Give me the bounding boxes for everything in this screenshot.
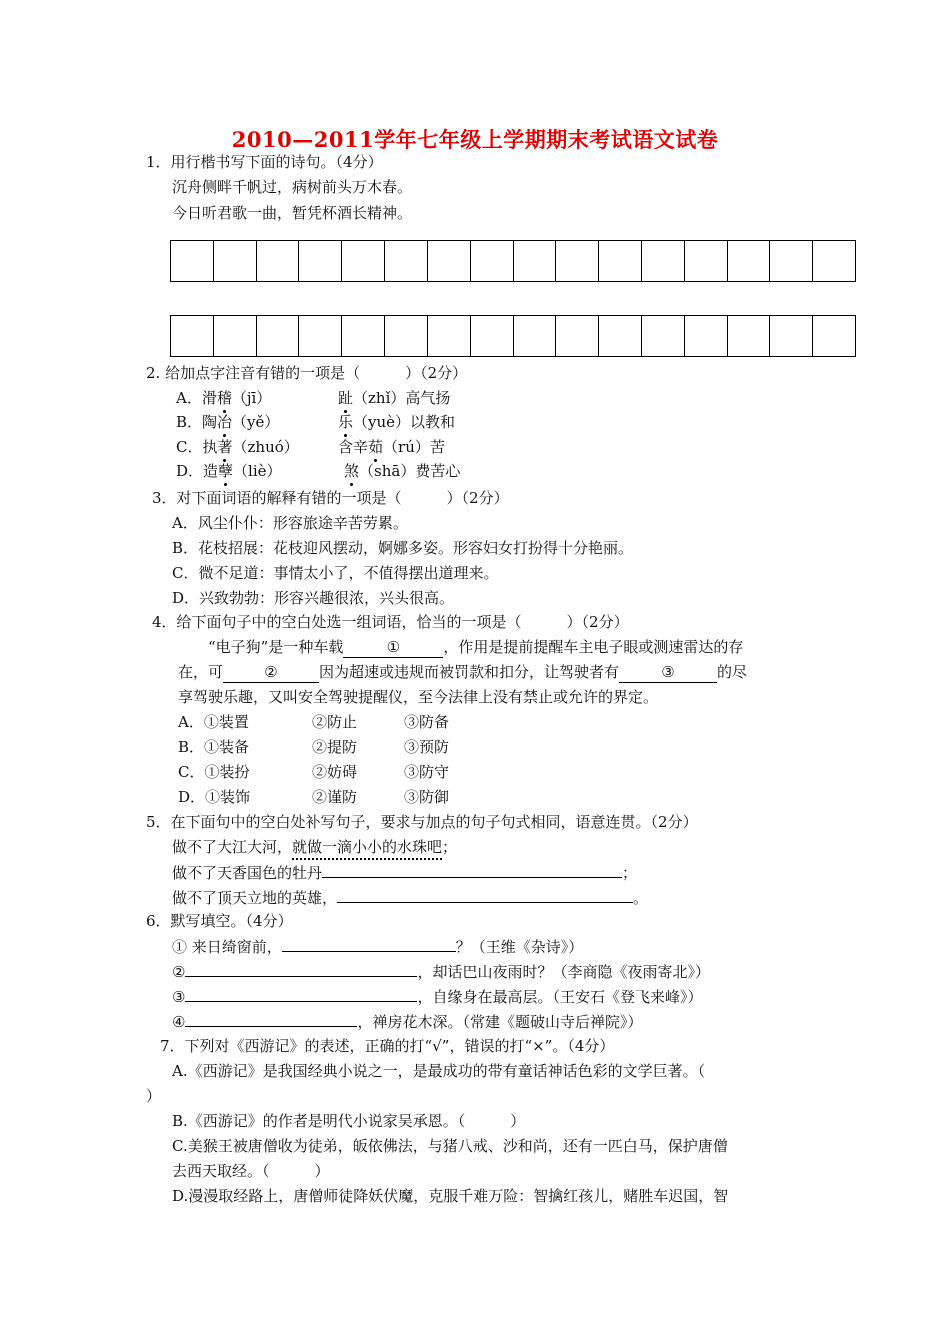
q2-option-a-right: 趾（zhǐ）高气扬 — [338, 389, 451, 407]
q4-option-d: D．①装饰 — [178, 788, 251, 806]
q3-stem: 3．对下面词语的解释有错的一项是（ ）（2分） — [152, 489, 509, 507]
q7-statement-d: D.漫漫取经路上，唐僧师徒降妖伏魔，克服千难万险：智擒红孩儿，赌胜车迟国，智 — [172, 1187, 729, 1205]
q6-blank-3[interactable] — [185, 986, 417, 1002]
q2-option-b-left: B．陶冶（yě） — [176, 413, 280, 431]
q4-sentence-line-1: “电子狗”是一种车载 ① ，作用是提前提醒车主电子眼或测速雷达的存 — [208, 638, 744, 656]
q4-option-b-3: ③预防 — [404, 738, 450, 756]
q4-option-c-3: ③防守 — [404, 763, 450, 781]
q4-sentence-line-3: 享驾驶乐趣，又叫安全驾驶提醒仪，至今法律上没有禁止或允许的界定。 — [178, 688, 659, 706]
q7-statement-b: B.《西游记》的作者是明代小说家吴承恩。（ ） — [172, 1112, 526, 1130]
q2-stem: 2. 给加点字注音有错的一项是（ ）（2分） — [146, 364, 468, 382]
q6-stem: 6．默写填空。（4分） — [146, 912, 293, 930]
q4-option-c-2: ②妨碍 — [312, 763, 358, 781]
q7-statement-a: A.《西游记》是我国经典小说之一，是最成功的带有童话神话色彩的文学巨著。（ — [172, 1062, 706, 1080]
q4-option-d-2: ②谨防 — [312, 788, 358, 806]
q7-statement-a-cont: ） — [146, 1087, 162, 1105]
q6-blank-4[interactable] — [185, 1011, 357, 1027]
writing-grid-2[interactable] — [170, 315, 856, 357]
q4-option-a: A．①装置 — [178, 713, 249, 731]
q6-line-2: ② ，却话巴山夜雨时？（李商隐《夜雨寄北》） — [172, 963, 710, 981]
q4-sentence-line-2: 在，可 ② 因为超速或违规而被罚款和扣分，让驾驶者有 ③ 的尽 — [178, 663, 748, 681]
q5-blank-1[interactable] — [322, 862, 622, 878]
q3-option-b: B．花枝招展：花枝迎风摆动，婀娜多姿。形容妇女打扮得十分艳丽。 — [172, 539, 634, 557]
q6-line-3: ③ ，自缘身在最高层。（王安石《登飞来峰》） — [172, 988, 703, 1006]
q1-poem-line-2: 今日听君歌一曲，暂凭杯酒长精神。 — [172, 204, 413, 222]
q1-stem: 1．用行楷书写下面的诗句。（4分） — [146, 153, 383, 171]
q6-blank-2[interactable] — [185, 961, 417, 977]
q2-option-a-left: A．滑稽（jī） — [176, 389, 272, 407]
q6-blank-1[interactable] — [282, 936, 456, 952]
q1-poem-line-1: 沉舟侧畔千帆过，病树前头万木春。 — [172, 178, 413, 196]
writing-grid-1[interactable] — [170, 240, 856, 282]
q4-option-b: B．①装备 — [178, 738, 250, 756]
q3-option-a: A．风尘仆仆：形容旅途辛苦劳累。 — [172, 514, 408, 532]
q4-blank-2[interactable]: ② — [223, 662, 319, 683]
q5-dotted-sentence: 就做一滴小小的水珠吧 — [292, 838, 442, 860]
q4-option-c: C．①装扮 — [178, 763, 250, 781]
q2-option-c-left: C．执著（zhuó） — [176, 438, 299, 456]
q6-line-4: ④ ，禅房花木深。（常建《题破山寺后禅院》） — [172, 1013, 643, 1031]
q2-option-d-right: 煞（shā）费苦心 — [344, 462, 461, 480]
q5-example-line: 做不了大江大河，就做一滴小小的水珠吧； — [172, 837, 457, 857]
q5-stem: 5．在下面句中的空白处补写句子，要求与加点的句子句式相同，语意连贯。（2分） — [146, 813, 698, 831]
page-title: 2010—2011学年七年级上学期期末考试语文试卷 — [231, 127, 719, 152]
q6-line-1: ① 来日绮窗前， ？（王维《杂诗》） — [172, 938, 584, 956]
q7-statement-c: C.美猴王被唐僧收为徒弟，皈依佛法，与猪八戒、沙和尚，还有一匹白马，保护唐僧 — [172, 1137, 728, 1155]
q3-option-d: D．兴致勃勃：形容兴趣很浓，兴头很高。 — [172, 589, 455, 607]
q2-option-b-right: 乐（yuè）以教和 — [338, 413, 456, 431]
q4-stem: 4．给下面句子中的空白处选一组词语，恰当的一项是（ ）（2分） — [152, 613, 629, 631]
q7-stem: 7．下列对《西游记》的表述，正确的打“√”，错误的打“×”。（4分） — [160, 1037, 615, 1055]
q4-option-a-3: ③防备 — [404, 713, 450, 731]
q5-line-2: 做不了天香国色的牡丹 ； — [172, 864, 638, 882]
q4-option-a-2: ②防止 — [312, 713, 358, 731]
q3-option-c: C．微不足道：事情太小了，不值得摆出道理来。 — [172, 564, 499, 582]
q4-blank-1[interactable]: ① — [343, 637, 443, 658]
q4-blank-3[interactable]: ③ — [619, 662, 717, 683]
q4-option-b-2: ②提防 — [312, 738, 358, 756]
q2-option-c-right: 含辛茹（rú）苦 — [338, 438, 445, 456]
q5-line-3: 做不了顶天立地的英雄， 。 — [172, 889, 649, 907]
q4-option-d-3: ③防御 — [404, 788, 450, 806]
q5-blank-2[interactable] — [337, 887, 633, 903]
q2-option-d-left: D．造孽（liè） — [176, 462, 282, 480]
q7-statement-c-cont: 去西天取经。（ ） — [172, 1162, 330, 1180]
